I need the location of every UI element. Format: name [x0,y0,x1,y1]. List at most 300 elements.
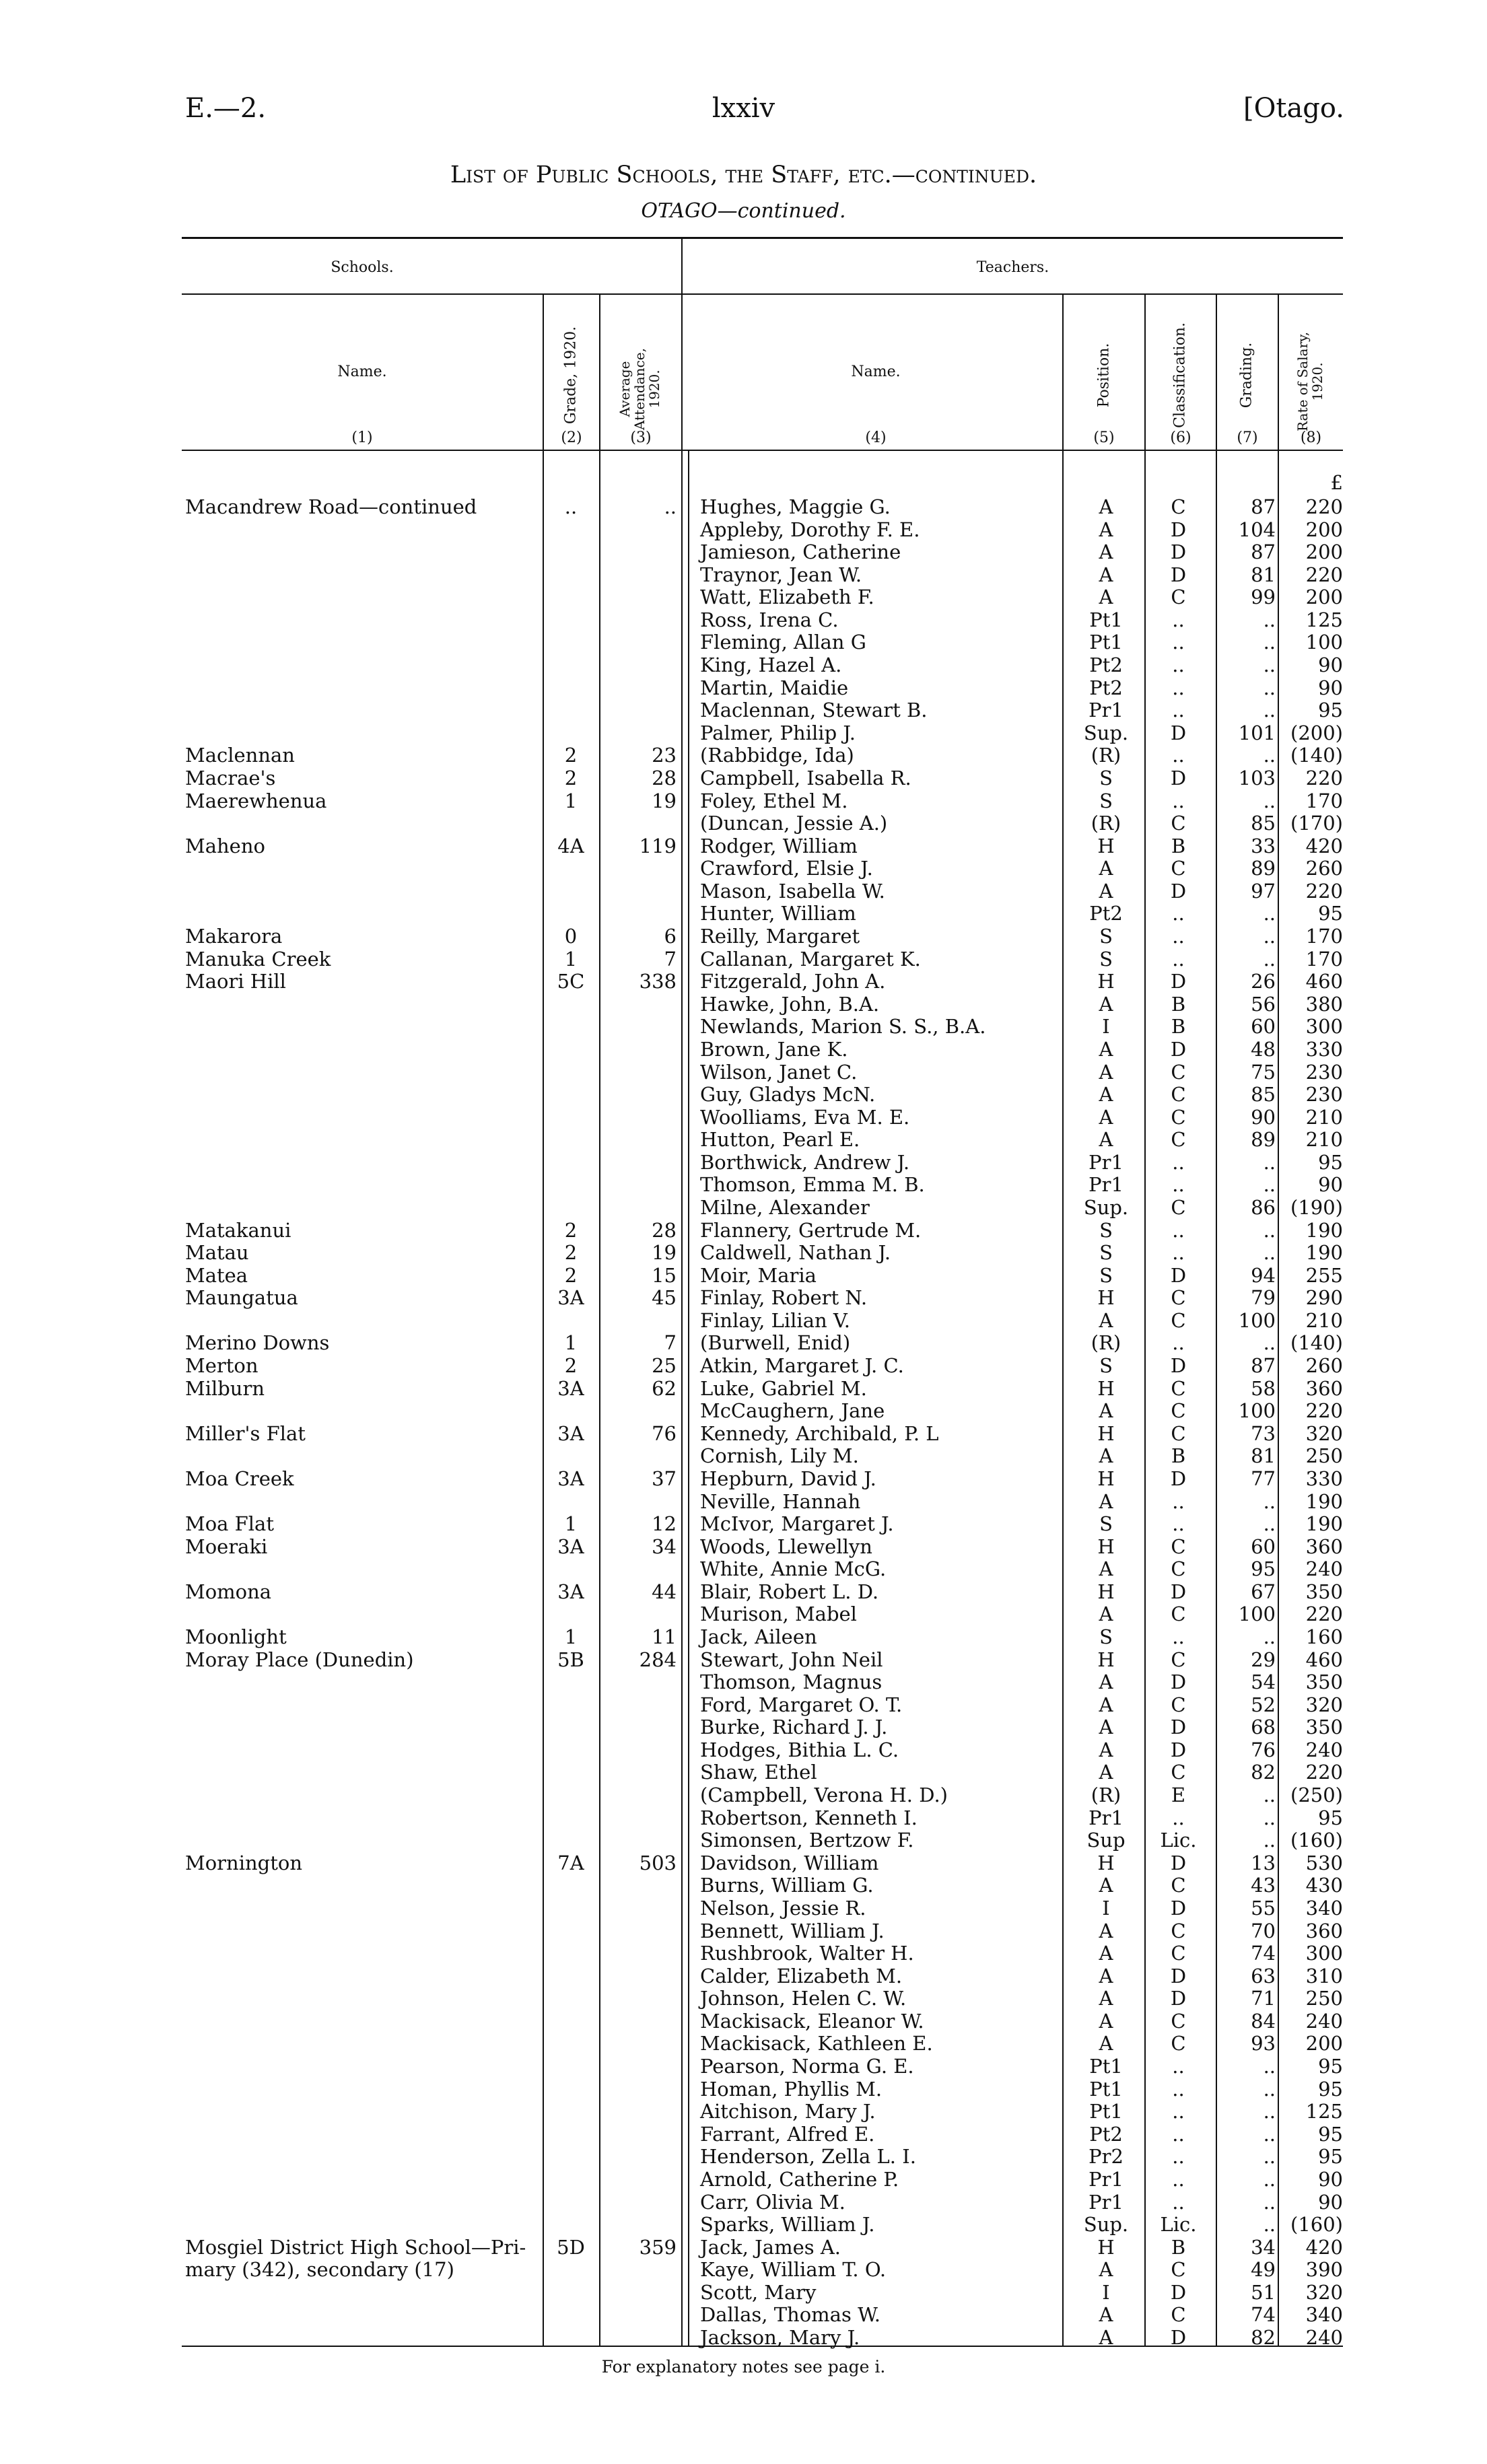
table-row [0,654,1487,676]
classification-cell: C [1171,1105,1186,1129]
classification-cell: C [1171,1421,1186,1445]
position-cell: H [1097,1851,1115,1874]
teacher-name: Ross, Irena C. [700,608,839,631]
grading-cell: 81 [1251,1444,1276,1468]
grade-cell: 1 [564,947,578,971]
table-row [0,541,1487,563]
salary-cell: 100 [1305,631,1343,654]
position-cell: A [1099,1942,1113,1965]
teacher-name: Palmer, Philip J. [700,721,856,744]
table-row [0,2078,1487,2101]
teacher-name: Luke, Gabriel M. [700,1376,867,1400]
salary-cell: 340 [1305,2303,1343,2327]
grading-cell: 13 [1251,1851,1276,1874]
teacher-name: Sparks, William J. [700,2213,875,2237]
classification-cell: C [1171,1535,1186,1558]
grading-cell: .. [1263,1489,1276,1513]
classification-cell: E [1171,1784,1186,1807]
position-cell: A [1099,586,1113,609]
position-cell: A [1099,879,1113,903]
position-cell: Pt1 [1089,2055,1123,2078]
teacher-name: Burns, William G. [700,1874,874,1897]
position-cell: S [1099,1625,1113,1648]
salary-cell: 170 [1305,789,1343,812]
position-cell: A [1099,2009,1113,2033]
attendance-cell: 19 [652,789,677,812]
grading-cell: 74 [1251,1942,1276,1965]
classification-cell: Lic. [1160,1829,1197,1852]
table-row [0,790,1487,812]
salary-cell: 190 [1305,1218,1343,1242]
table-row [0,1287,1487,1309]
table-row [0,1897,1487,1920]
salary-cell: 220 [1305,495,1343,518]
table-row [0,1332,1487,1354]
column-number-5: (5) [1093,429,1115,446]
position-cell: A [1099,2303,1113,2327]
position-cell: A [1099,1987,1113,2010]
page-title: List of Public Schools, the Staff, etc.—continued. [450,162,1037,188]
grading-cell: 82 [1251,2325,1276,2349]
classification-cell: C [1171,812,1186,835]
position-cell: Pt1 [1089,631,1123,654]
school-name: Maclennan [185,744,295,767]
table-row [0,971,1487,993]
teacher-name: Johnson, Helen C. W. [700,1987,907,2010]
grading-cell: .. [1263,1241,1276,1265]
region-label: [Otago. [1243,93,1344,124]
grading-cell: 85 [1251,1083,1276,1106]
position-cell: Pt2 [1089,676,1123,699]
classification-cell: .. [1172,925,1185,948]
classification-cell: D [1170,518,1187,541]
classification-cell: .. [1172,1625,1185,1648]
salary-cell: 530 [1305,1851,1343,1874]
grading-cell: .. [1263,1173,1276,1197]
position-cell: A [1099,2032,1113,2055]
salary-cell: 360 [1305,1535,1343,1558]
table-row [0,519,1487,541]
teacher-name: Dallas, Thomas W. [700,2303,881,2327]
table-row [0,2282,1487,2304]
classification-cell: D [1170,1987,1187,2010]
salary-cell: 330 [1305,1037,1343,1061]
salary-cell: 95 [1318,2055,1343,2078]
position-cell: A [1099,563,1113,586]
salary-cell: 95 [1318,902,1343,925]
classification-cell: D [1170,2280,1187,2304]
school-name: Macandrew Road—continued [185,495,477,518]
salary-cell: 95 [1318,699,1343,722]
school-name: Maheno [185,834,265,857]
salary-cell: 360 [1305,1919,1343,1942]
teacher-name: Hunter, William [700,902,856,925]
grading-cell: .. [1263,2077,1276,2101]
table-row [0,880,1487,903]
grade-cell: 2 [564,1263,578,1287]
table-row [0,1355,1487,1377]
grade-cell: 1 [564,1512,578,1536]
grading-cell: 71 [1251,1987,1276,2010]
table-row [0,2214,1487,2236]
teacher-name: Shaw, Ethel [700,1761,817,1784]
classification-cell: C [1171,1761,1186,1784]
attendance-cell: 15 [652,1263,677,1287]
classification-cell: .. [1172,2100,1185,2123]
position-cell: I [1102,1015,1110,1039]
grading-cell: 79 [1251,1286,1276,1310]
position-cell: A [1099,1557,1113,1581]
salary-cell: 240 [1305,2009,1343,2033]
position-cell: A [1099,1037,1113,1061]
grade-cell: 3A [557,1580,584,1603]
teacher-name: Hughes, Maggie G. [700,495,891,518]
salary-cell: (170) [1290,812,1343,835]
classification-cell: .. [1172,1241,1185,1265]
classification-cell: .. [1172,1489,1185,1513]
salary-cell: 260 [1305,1354,1343,1378]
teacher-name: Wilson, Janet C. [700,1060,858,1084]
position-cell: A [1099,1489,1113,1513]
salary-cell: 320 [1305,1421,1343,1445]
grading-cell: 70 [1251,1919,1276,1942]
teacher-name: Foley, Ethel M. [700,789,848,812]
salary-cell: 95 [1318,2122,1343,2146]
salary-cell: 95 [1318,1150,1343,1174]
teacher-name: Jack, James A. [700,2235,841,2259]
teacher-name: Milne, Alexander [700,1195,870,1219]
table-row [0,1558,1487,1580]
table-row [0,586,1487,608]
table-row [0,1874,1487,1897]
position-cell: (R) [1091,1331,1121,1355]
table-row [0,1784,1487,1806]
classification-cell: .. [1172,676,1185,699]
table-row [0,1220,1487,1242]
position-header: Position. [1095,343,1113,408]
teacher-name: Jackson, Mary J. [700,2325,860,2349]
teacher-name: King, Hazel A. [700,654,842,677]
position-cell: Pr1 [1088,1173,1123,1197]
position-cell: S [1099,789,1113,812]
grading-cell: .. [1263,947,1276,971]
salary-cell: 310 [1305,1964,1343,1987]
school-name: Moonlight [185,1625,287,1648]
footer-note: For explanatory notes see page i. [601,2357,886,2377]
attendance-cell: 503 [639,1851,677,1874]
classification-cell: .. [1172,789,1185,812]
teacher-name: Rushbrook, Walter H. [700,1942,914,1965]
attendance-cell: 284 [639,1648,677,1671]
salary-cell: 160 [1305,1625,1343,1648]
grading-cell: 103 [1238,766,1276,789]
teacher-name: Caldwell, Nathan J. [700,1241,891,1265]
position-cell: Pt1 [1089,2100,1123,2123]
table-row [0,1061,1487,1084]
teacher-name: Woolliams, Eva M. E. [700,1105,910,1129]
position-cell: A [1099,495,1113,518]
position-cell: H [1097,1648,1115,1671]
salary-cell: 350 [1305,1716,1343,1739]
salary-cell: 420 [1305,834,1343,857]
classification-cell: D [1170,1037,1187,1061]
table-row [0,496,1487,518]
teacher-name: Moir, Maria [700,1263,817,1287]
grading-cell: 49 [1251,2258,1276,2282]
classification-cell: C [1171,586,1186,609]
attendance-cell: 25 [652,1354,677,1378]
classification-cell: .. [1172,1512,1185,1536]
teacher-name: Stewart, John Neil [700,1648,883,1671]
school-name: Makarora [185,925,283,948]
grading-cell: 84 [1251,2009,1276,2033]
teacher-name: Murison, Mabel [700,1603,857,1626]
salary-cell: 460 [1305,1648,1343,1671]
grading-cell: 52 [1251,1693,1276,1716]
classification-cell: D [1170,1851,1187,1874]
column-number-rule [182,450,1343,451]
grade-cell: 3A [557,1286,584,1310]
grading-cell: .. [1263,2190,1276,2214]
salary-cell: 210 [1305,1105,1343,1129]
grade-cell: 3A [557,1535,584,1558]
classification-cell: B [1171,1015,1186,1039]
position-cell: Pt1 [1089,2077,1123,2101]
position-cell: S [1099,1241,1113,1265]
table-row [0,631,1487,654]
grading-cell: 81 [1251,563,1276,586]
table-row [0,903,1487,925]
position-cell: H [1097,970,1115,993]
position-cell: A [1099,540,1113,564]
position-cell: A [1099,992,1113,1016]
teacher-name: Scott, Mary [700,2280,817,2304]
salary-cell: 220 [1305,1603,1343,1626]
school-name: Macrae's [185,766,276,789]
salary-cell: 200 [1305,2032,1343,2055]
position-cell: A [1099,1761,1113,1784]
position-cell: Pr1 [1088,1150,1123,1174]
school-name: Merino Downs [185,1331,330,1355]
classification-cell: C [1171,1693,1186,1716]
table-row [0,1106,1487,1129]
attendance-cell: 11 [652,1625,677,1648]
table-row [0,1197,1487,1219]
grading-cell: 100 [1238,1399,1276,1423]
classification-cell: C [1171,1603,1186,1626]
table-row [0,993,1487,1016]
grading-cell: 58 [1251,1376,1276,1400]
attendance-cell: 12 [652,1512,677,1536]
position-cell: Pt1 [1089,608,1123,631]
position-cell: A [1099,2258,1113,2282]
school-name: Maungatua [185,1286,298,1310]
teacher-name: Callanan, Margaret K. [700,947,921,971]
position-cell: (R) [1091,1784,1121,1807]
teacher-name: Woods, Llewellyn [700,1535,872,1558]
teacher-name: McIvor, Margaret J. [700,1512,894,1536]
position-cell: H [1097,1421,1115,1445]
grading-cell: .. [1263,1512,1276,1536]
grading-cell: 95 [1251,1557,1276,1581]
grading-cell: 100 [1238,1603,1276,1626]
salary-cell: 170 [1305,947,1343,971]
currency-symbol: £ [1330,471,1343,494]
salary-cell: 90 [1318,654,1343,677]
salary-cell: (200) [1290,721,1343,744]
classification-cell: D [1170,2325,1187,2349]
salary-cell: 190 [1305,1489,1343,1513]
grading-cell: 89 [1251,857,1276,880]
grading-cell: 101 [1238,721,1276,744]
position-cell: S [1099,766,1113,789]
table-row [0,1242,1487,1264]
position-cell: A [1099,1964,1113,1987]
teacher-name: Thomson, Emma M. B. [700,1173,925,1197]
grading-cell: 90 [1251,1105,1276,1129]
position-cell: A [1099,1919,1113,1942]
grading-cell: 48 [1251,1037,1276,1061]
table-row [0,1807,1487,1829]
classification-cell: .. [1172,631,1185,654]
page-number: lxxiv [712,93,775,124]
classification-cell: .. [1172,947,1185,971]
teacher-name: Hutton, Pearl E. [700,1128,860,1152]
grading-cell: .. [1263,699,1276,722]
grading-cell: .. [1263,1806,1276,1829]
teacher-name: Blair, Robert L. D. [700,1580,879,1603]
column-number-3: (3) [630,429,652,446]
salary-cell: 170 [1305,925,1343,948]
grading-cell: 68 [1251,1716,1276,1739]
position-cell: S [1099,1512,1113,1536]
table-row [0,835,1487,857]
grade-cell: 0 [564,925,578,948]
teacher-name: Kennedy, Archibald, P. L [700,1421,939,1445]
classification-cell: D [1170,1467,1187,1490]
teacher-name: Burke, Richard J. J. [700,1716,888,1739]
classification-cell: C [1171,2303,1186,2327]
salary-cell: 380 [1305,992,1343,1016]
classification-cell: D [1170,1354,1187,1378]
grade-cell: 2 [564,766,578,789]
table-row [0,1491,1487,1513]
position-cell: A [1099,1716,1113,1739]
position-cell: Sup. [1083,721,1129,744]
schools-group-header: Schools. [331,259,394,276]
table-row [0,609,1487,631]
position-cell: H [1097,2235,1115,2259]
classification-cell: .. [1172,699,1185,722]
grade-cell: 1 [564,789,578,812]
table-row [0,812,1487,835]
position-cell: A [1099,1060,1113,1084]
grading-cell: 100 [1238,1308,1276,1332]
school-name: Milburn [185,1376,265,1400]
grade-cell: 3A [557,1421,584,1445]
salary-cell: 190 [1305,1241,1343,1265]
school-name: Miller's Flat [185,1421,306,1445]
classification-cell: C [1171,1557,1186,1581]
school-name: Moray Place (Dunedin) [185,1648,414,1671]
classification-cell: .. [1172,2190,1185,2214]
grade-cell: 3A [557,1376,584,1400]
table-row [0,722,1487,744]
salary-cell: 250 [1305,1444,1343,1468]
salary-cell: 240 [1305,2325,1343,2349]
table-row [0,744,1487,767]
teacher-name: Brown, Jane K. [700,1037,848,1061]
grading-cell: 73 [1251,1421,1276,1445]
teacher-name: (Duncan, Jessie A.) [700,812,888,835]
position-cell: Pr2 [1088,2145,1123,2169]
grading-cell: 63 [1251,1964,1276,1987]
position-cell: H [1097,1580,1115,1603]
classification-cell: .. [1172,654,1185,677]
grading-cell: 56 [1251,992,1276,1016]
attendance-cell: 28 [652,1218,677,1242]
salary-cell: 190 [1305,1512,1343,1536]
column-number-7: (7) [1237,429,1258,446]
teacher-name: Jamieson, Catherine [700,540,901,564]
attendance-header: Average Attendance, 1920. [617,348,662,430]
column-number-1: (1) [351,429,373,446]
salary-cell: 200 [1305,540,1343,564]
salary-cell: 210 [1305,1308,1343,1332]
grading-cell: 99 [1251,586,1276,609]
school-name: Maerewhenua [185,789,327,812]
classification-cell: D [1170,970,1187,993]
salary-cell: 200 [1305,586,1343,609]
position-cell: A [1099,1083,1113,1106]
attendance-cell: 44 [652,1580,677,1603]
teacher-name: Cornish, Lily M. [700,1444,859,1468]
teacher-name: Mackisack, Kathleen E. [700,2032,933,2055]
salary-cell: 330 [1305,1467,1343,1490]
teacher-name: Thomson, Magnus [700,1670,883,1694]
grade-cell: 5C [557,970,585,993]
column-number-6: (6) [1170,429,1191,446]
position-cell: H [1097,1467,1115,1490]
table-row [0,2123,1487,2146]
teacher-name: Martin, Maidie [700,676,849,699]
table-row [0,1965,1487,1987]
classification-cell: .. [1172,1331,1185,1355]
attendance-cell: 34 [652,1535,677,1558]
grade-cell: 2 [564,1241,578,1265]
classification-cell: .. [1172,2167,1185,2191]
teacher-name: Fleming, Allan G [700,631,866,654]
grading-cell: .. [1263,1625,1276,1648]
salary-cell: 220 [1305,563,1343,586]
grading-cell: .. [1263,2100,1276,2123]
classification-cell: .. [1172,2077,1185,2101]
salary-cell: 220 [1305,1399,1343,1423]
table-row [0,699,1487,721]
page-code: E.—2. [185,93,267,124]
teacher-name: Homan, Phyllis M. [700,2077,883,2101]
table-row [0,1378,1487,1400]
attendance-cell: .. [664,495,677,518]
attendance-cell: 28 [652,766,677,789]
classification-cell: D [1170,766,1187,789]
position-cell: A [1099,1603,1113,1626]
grading-cell: 51 [1251,2280,1276,2304]
grading-cell: .. [1263,2055,1276,2078]
table-row [0,2146,1487,2168]
classification-cell: .. [1172,608,1185,631]
attendance-cell: 19 [652,1241,677,1265]
